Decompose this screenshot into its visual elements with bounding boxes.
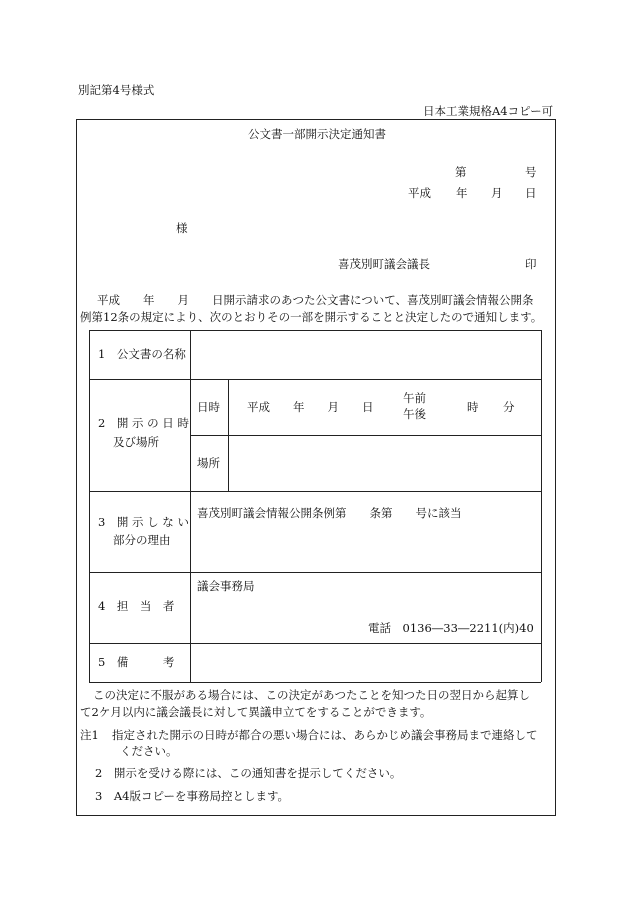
note-1-line-1: 指定された開示の日時が都合の悪い場合には、あらかじめ議会事務局まで連絡して: [112, 728, 538, 742]
place-label: 場所: [197, 456, 220, 470]
row-document-name-label: 1 公文書の名称: [98, 347, 186, 361]
paper-size-note: 日本工業規格A4コピー可: [423, 104, 554, 118]
row-nondisclosure-reason-label-1: 3 開 示 し な い: [98, 515, 189, 529]
row-disclosure-time-label-2: 及び場所: [113, 435, 159, 449]
contact-office: 議会事務局: [197, 579, 255, 593]
body-line-2: 例第12条の規定により、次のとおりその一部を開示することと決定したので通知します。: [80, 310, 543, 324]
note-3: 3 A4版コピーを事務局控とします。: [95, 789, 290, 803]
row-contact-label: 4 担 当 者: [98, 599, 175, 613]
note-1-line-2: ください。: [120, 744, 178, 758]
issuer-name: 喜茂別町議会議長: [338, 257, 430, 271]
date-month: 月: [491, 186, 503, 200]
row-remarks-label: 5 備 考: [98, 655, 175, 669]
form-number: 別記第4号様式: [78, 83, 155, 97]
body-line-1: 平成 年 月 日開示請求のあつた公文書について、喜茂別町議会情報公開条: [97, 293, 534, 307]
note-1-prefix: 注1: [80, 728, 99, 742]
date-era: 平成: [408, 186, 431, 200]
row-nondisclosure-reason-label-2: 部分の理由: [113, 533, 171, 547]
date-year: 年: [456, 186, 468, 200]
minute-label: 分: [503, 400, 515, 414]
nondisclosure-reason-value: 喜茂別町議会情報公開条例第 条第 号に該当: [197, 506, 462, 520]
date-day: 日: [525, 186, 537, 200]
number-prefix: 第: [455, 165, 467, 179]
datetime-label: 日時: [197, 400, 220, 414]
seal-mark: 印: [525, 257, 537, 271]
pm-label: 午後: [403, 407, 426, 421]
document-title: 公文書一部開示決定通知書: [248, 127, 386, 141]
contact-phone: 電話 0136―33―2211(内)40: [368, 621, 534, 635]
recipient-suffix: 様: [176, 221, 188, 235]
note-2: 2 開示を受ける際には、この通知書を提示してください。: [95, 766, 402, 780]
row-disclosure-time-label-1: 2 開 示 の 日 時: [98, 416, 189, 430]
appeal-line-1: この決定に不服がある場合には、この決定があつたことを知つた日の翌日から起算し: [93, 688, 530, 702]
datetime-value: 平成 年 月 日: [247, 400, 374, 414]
am-label: 午前: [403, 391, 426, 405]
number-suffix: 号: [525, 165, 537, 179]
hour-label: 時: [467, 400, 479, 414]
appeal-line-2: て2ケ月以内に議会議長に対して異議申立てをすることができます。: [80, 705, 432, 719]
